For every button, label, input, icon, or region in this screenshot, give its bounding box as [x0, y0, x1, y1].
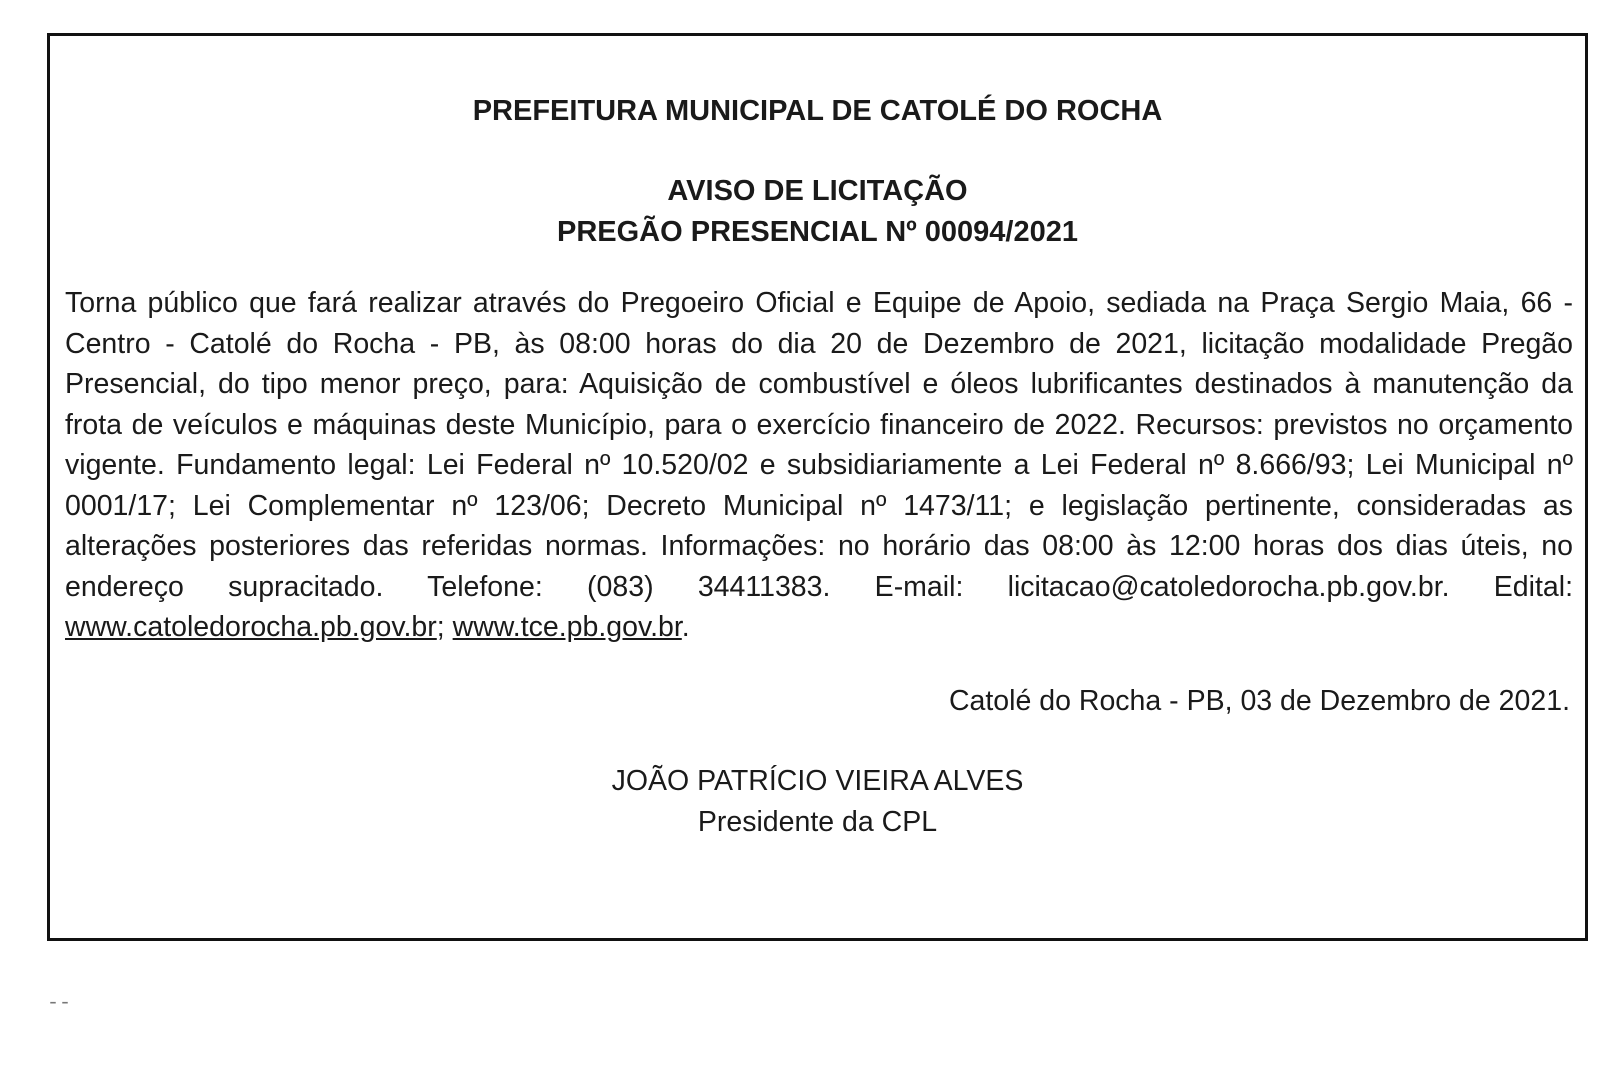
- notice-subtitle: PREGÃO PRESENCIAL Nº 00094/2021: [557, 216, 1078, 248]
- edital-link-tce[interactable]: www.tce.pb.gov.br: [452, 611, 682, 643]
- notice-box: [47, 33, 1588, 941]
- edital-link-municipal[interactable]: www.catoledorocha.pb.gov.br: [65, 611, 437, 643]
- notice-body: [65, 283, 1573, 648]
- footer-separator: --: [47, 992, 72, 1015]
- notice-body-text: Torna público que fará realizar através do Pregoeiro Oficial e Equipe de Apoio, sediada na Praça Sergio Maia, 66 - Centro - Catolé do Rocha - PB, às 08:00 horas do dia 20 de Dezembro de 2021, licitação modalidade Pregão Presencial, do tipo menor preço, para: Aquisição de combustível e óleos lubrificantes destinados à manutenção da frota de veículos e máquinas deste Município, para o exercício financeiro de 2022. Recursos: previstos no orçamento vigente. Fundamento legal: Lei Federal nº 10.520/02 e subsidiariamente a Lei Federal nº 8.666/93; Lei Municipal nº 0001/17; Lei Complementar nº 123/06; Decreto Municipal nº 1473/11; e legislação pertinente, consideradas as alterações posteriores das referidas normas. Informações: no horário das 08:00 às 12:00 horas dos dias úteis, no endereço supracitado. Telefone: (083) 34411383. E-mail: licitacao@catoledorocha.pb.gov.br. Edital:: [65, 287, 1573, 603]
- body-end-punctuation: .: [681, 611, 690, 643]
- notice-title: AVISO DE LICITAÇÃO: [667, 175, 968, 207]
- link-separator: ;: [436, 611, 453, 643]
- signatory-role: Presidente da CPL: [697, 806, 938, 838]
- organization-title: PREFEITURA MUNICIPAL DE CATOLÉ DO ROCHA: [472, 95, 1163, 127]
- place-date: Catolé do Rocha - PB, 03 de Dezembro de 2021.: [948, 685, 1570, 717]
- signatory-name: JOÃO PATRÍCIO VIEIRA ALVES: [611, 765, 1024, 797]
